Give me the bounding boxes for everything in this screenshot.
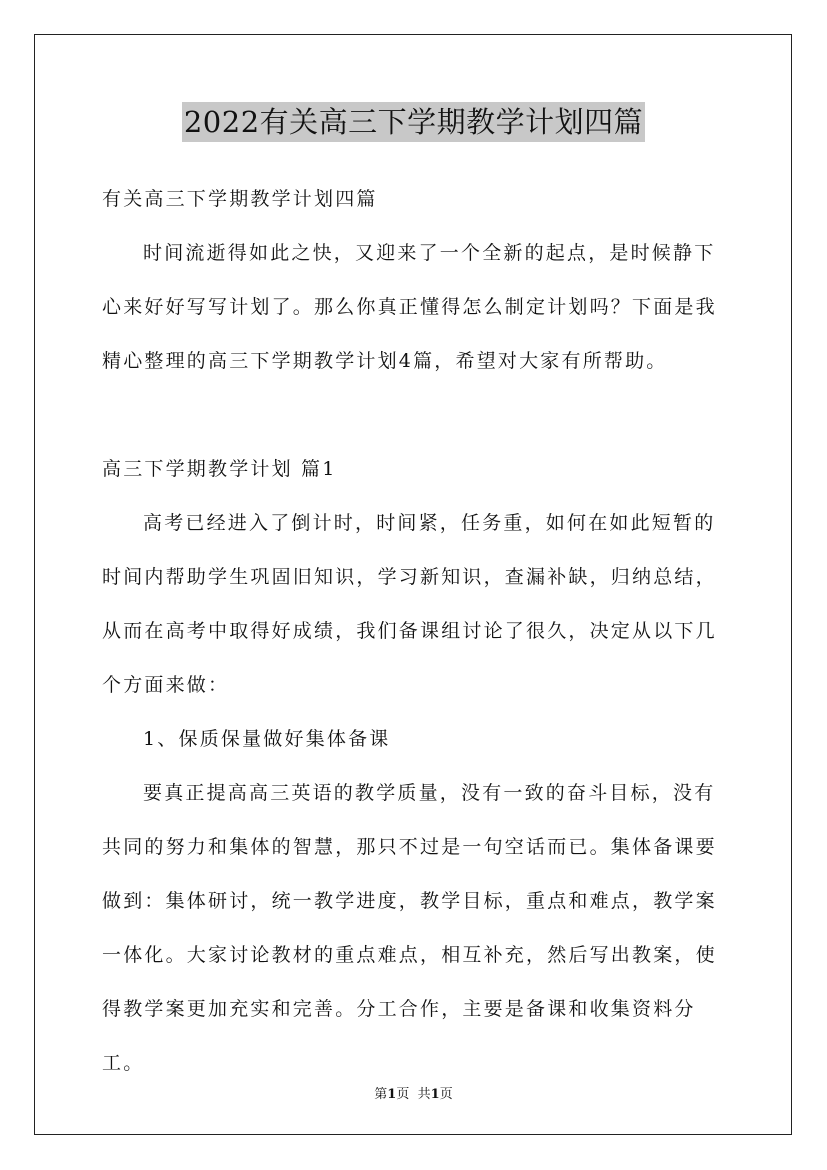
- page-suffix: 页: [396, 1087, 410, 1102]
- page-prefix: 第: [374, 1087, 388, 1102]
- page-footer: [0, 1083, 827, 1102]
- paragraph-spacer: [102, 388, 732, 442]
- total-suffix: 页: [439, 1087, 453, 1102]
- page-number: 1: [387, 1087, 397, 1102]
- document-subtitle: 有关高三下学期教学计划四篇: [102, 188, 378, 210]
- body-paragraph-1: 高考已经进入了倒计时，时间紧，任务重，如何在如此短暂的时间内帮助学生巩固旧知识，学习新知识，查漏补缺，归纳总结，从而在高考中取得好成绩，我们备课组讨论了很久，决定从以下几个方面来做：: [102, 512, 717, 696]
- total-pages: 1: [430, 1087, 440, 1102]
- intro-paragraph: 时间流逝得如此之快，又迎来了一个全新的起点，是时候静下心来好好写写计划了。那么你真正懂得怎么制定计划吗？下面是我精心整理的高三下学期教学计划4篇，希望对大家有所帮助。: [102, 242, 717, 372]
- document-title: 2022有关高三下学期教学计划四篇: [182, 102, 645, 142]
- section-heading: 高三下学期教学计划 篇1: [102, 458, 337, 480]
- list-item-1: 1、保质保量做好集体备课: [143, 728, 391, 750]
- title-wrapper: [0, 102, 827, 142]
- document-body: [102, 172, 732, 1090]
- body-paragraph-2: 要真正提高高三英语的教学质量，没有一致的奋斗目标，没有共同的努力和集体的智慧，那只不过是一句空话而已。集体备课要做到：集体研讨，统一教学进度，教学目标，重点和难点，教学案一体化。大家讨论教材的重点难点，相互补充，然后写出教案，使得教学案更加充实和完善。分工合作，主要是备课和收集资料分工。: [102, 782, 717, 1074]
- total-prefix: 共: [417, 1087, 431, 1102]
